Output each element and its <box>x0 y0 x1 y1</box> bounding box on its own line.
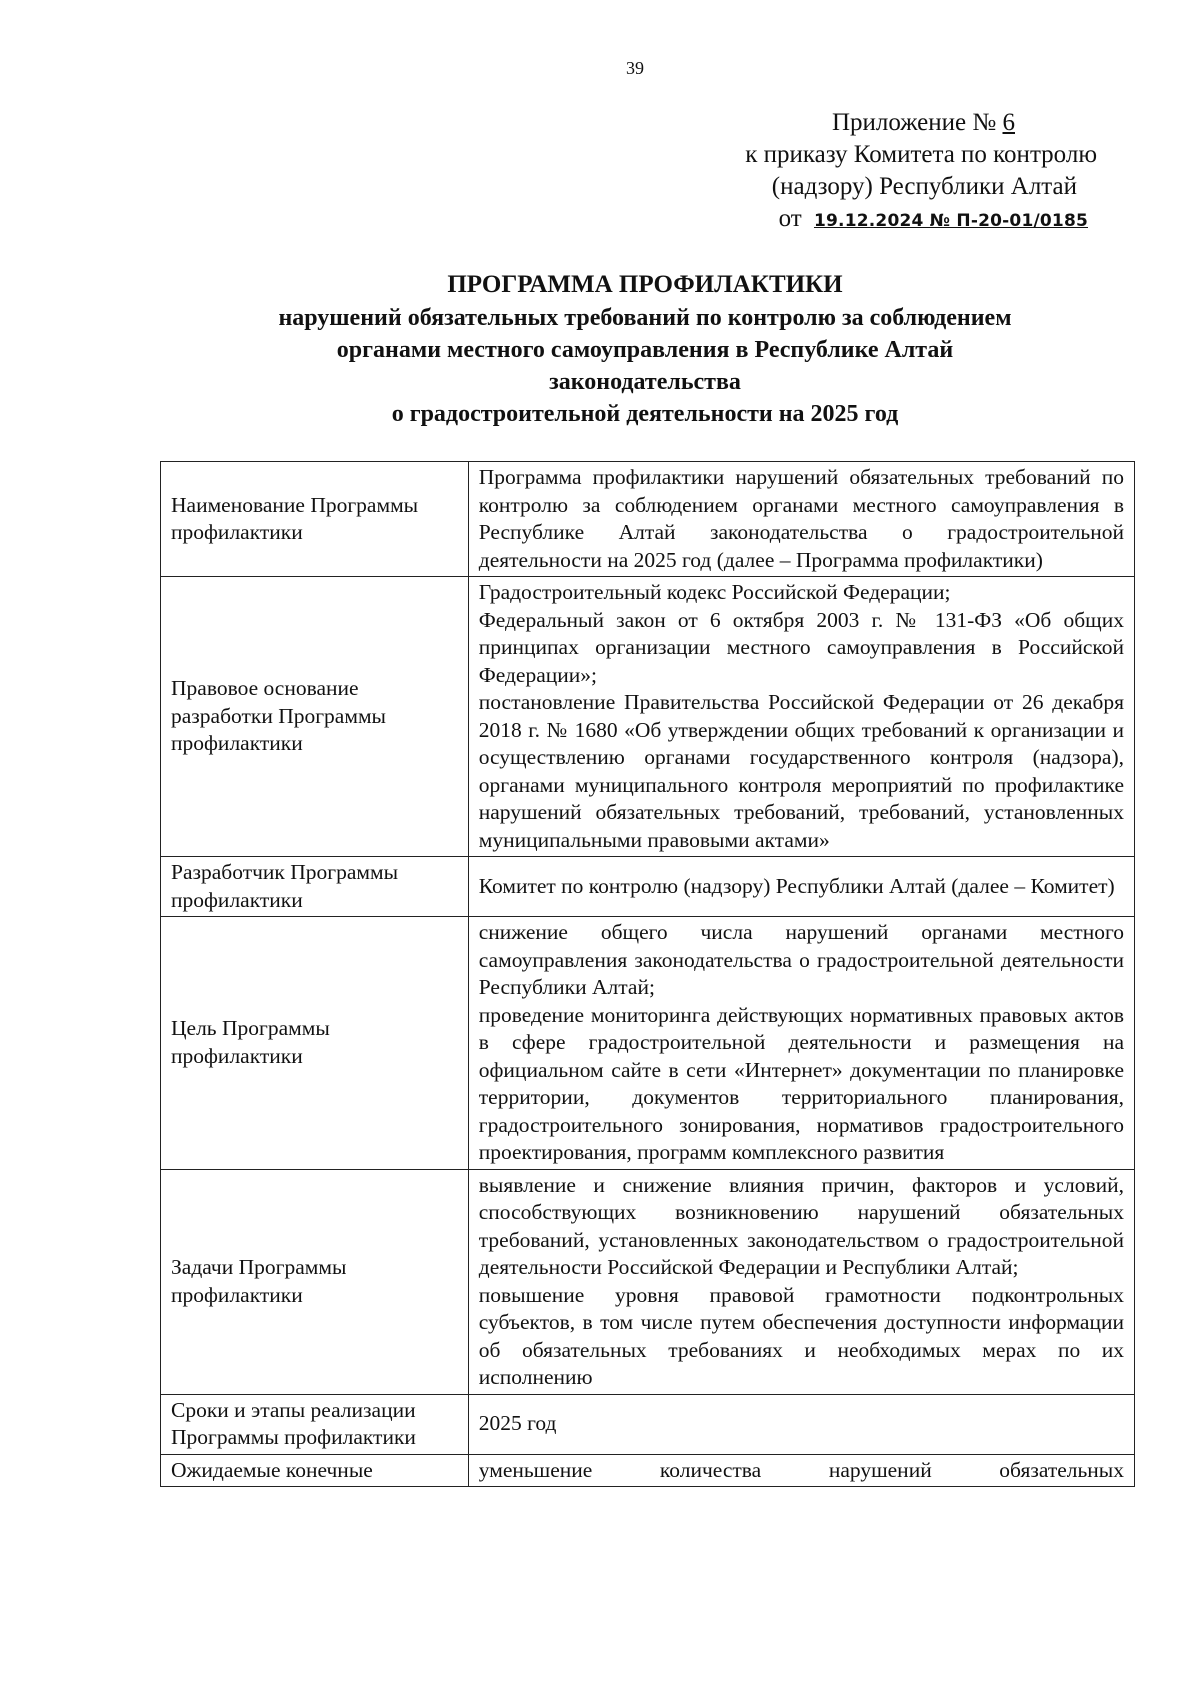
row-label: Сроки и этапы реализации Программы профилактики <box>161 1394 469 1454</box>
row-content <box>468 1169 1134 1394</box>
table-row <box>161 857 1135 917</box>
title-line-3: органами местного самоуправления в Республике Алтай <box>336 337 954 363</box>
row-label: Ожидаемые конечные <box>161 1454 469 1487</box>
content-paragraph: 2025 год <box>478 1411 557 1436</box>
row-label: Задачи Программы профилактики <box>161 1169 469 1394</box>
row-label: Наименование Программы профилактики <box>161 462 469 577</box>
row-label: Разработчик Программы профилактики <box>161 857 469 917</box>
table-row <box>161 1454 1135 1487</box>
row-content <box>468 462 1134 577</box>
appendix-date-prefix: от <box>778 205 808 232</box>
appendix-date-line <box>577 203 1097 237</box>
content-paragraph: повышение уровня правовой грамотности подконтрольных субъектов, в том числе путем обеспечения доступности информации об обязательных требованиях и необходимых мерах по их исполнению <box>478 1282 1124 1389</box>
appendix-title-prefix: Приложение № <box>831 109 1003 136</box>
table-row <box>161 1169 1135 1394</box>
content-paragraph: постановление Правительства Российской Федерации от 26 декабря 2018 г. № 1680 «Об утверждении общих требований к организации и осуществлению органами государственного контроля (надзора), органами муниципального контроля мероприятий по профилактике нарушений обязательных требований, требований, установленных муниципальными правовыми актами» <box>478 690 1124 852</box>
content-paragraph: Федеральный закон от 6 октября 2003 г. № 131-ФЗ «Об общих принципах организации местного самоуправления в Российской Федерации»; <box>478 607 1124 687</box>
table-row <box>161 917 1135 1170</box>
content-paragraph: Комитет по контролю (надзору) Республики Алтай (далее – Комитет) <box>478 873 1115 898</box>
table-row <box>161 577 1135 857</box>
content-paragraph: Программа профилактики нарушений обязательных требований по контролю за соблюдением органами местного самоуправления в Республике Алтай законодательства о градостроительной деятельности на 2025 год (далее – Программа профилактики) <box>478 465 1124 572</box>
table-row <box>161 1394 1135 1454</box>
row-content <box>468 1394 1134 1454</box>
order-reference: 19.12.2024 № П-20-01/0185 <box>813 211 1088 231</box>
row-label: Цель Программы профилактики <box>161 917 469 1170</box>
content-paragraph: уменьшение количества нарушений обязательных <box>478 1457 1124 1482</box>
content-paragraph: выявление и снижение влияния причин, факторов и условий, способствующих возникновению нарушений обязательных требований, установленных законодательством о градостроительной деятельности Российской Федерации и Республики Алтай; <box>478 1172 1124 1279</box>
row-content <box>468 857 1134 917</box>
document-title <box>150 268 1140 430</box>
title-main: ПРОГРАММА ПРОФИЛАКТИКИ <box>447 271 843 298</box>
content-paragraph: Градостроительный кодекс Российской Федерации; <box>478 580 951 604</box>
title-line-2: нарушений обязательных требований по контролю за соблюдением <box>278 305 1012 331</box>
table-row <box>161 462 1135 577</box>
title-line-5: о градостроительной деятельности на 2025 год <box>391 401 899 427</box>
title-line-4: законодательства <box>549 369 741 395</box>
row-content <box>468 577 1134 857</box>
appendix-committee-line: (надзору) Республики Алтай <box>771 173 1077 200</box>
row-content <box>468 1454 1134 1487</box>
content-paragraph: снижение общего числа нарушений органами местного самоуправления законодательства о градостроительной деятельности Республики Алтай; <box>478 920 1124 999</box>
program-table <box>160 461 1135 1487</box>
content-paragraph: проведение мониторинга действующих нормативных правовых актов в сфере градостроительной деятельности и размещения на официальном сайте в сети «Интернет» документации по планировке территории, документов территориального планирования, градостроительного зонирования, нормативов градостроительного проектирования, программ комплексного развития <box>478 1002 1124 1164</box>
page-number: 39 <box>626 58 644 78</box>
appendix-header <box>577 107 1097 237</box>
appendix-order-line: к приказу Комитета по контролю <box>745 141 1097 168</box>
row-content <box>468 917 1134 1170</box>
appendix-number: 6 <box>1002 109 1015 136</box>
appendix-title <box>577 107 1097 139</box>
row-label: Правовое основание разработки Программы профилактики <box>161 577 469 857</box>
